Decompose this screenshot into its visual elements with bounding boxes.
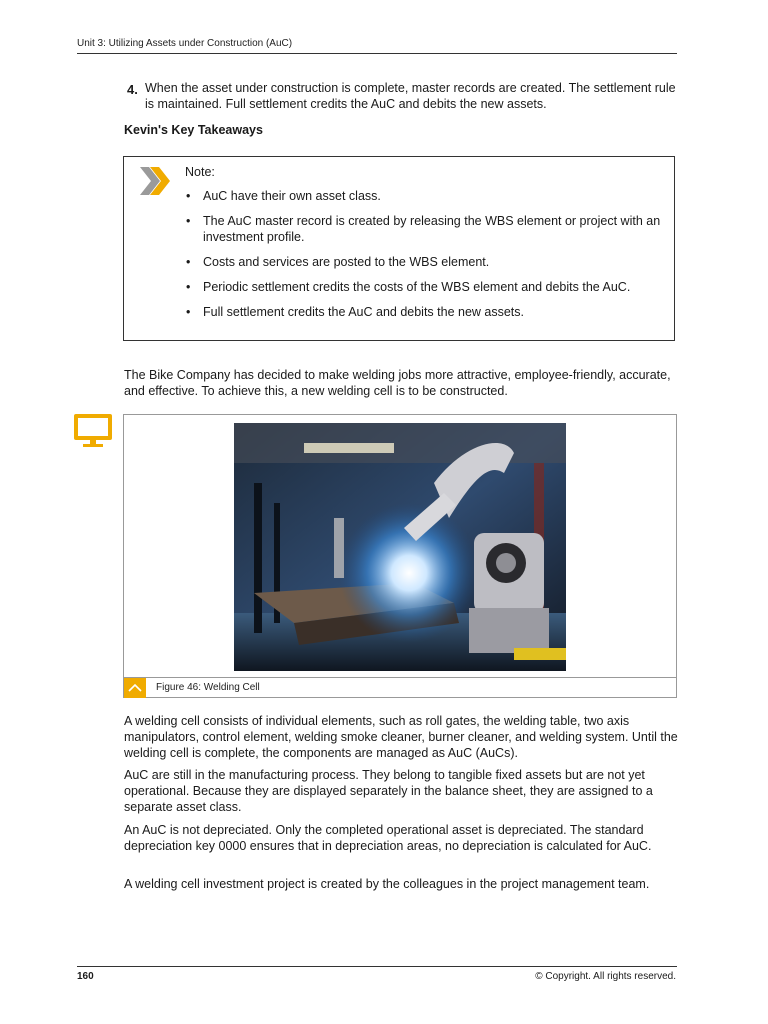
figure — [123, 414, 677, 698]
note-label: Note: — [185, 165, 215, 179]
body-paragraph: An AuC is not depreciated. Only the completed operational asset is depreciated. The standard depreciation key 0000 ensures that in depreciation areas, no depreciation is calculated for AuC. — [124, 823, 652, 853]
body-paragraph: A welding cell investment project is created by the colleagues in the project management team. — [124, 877, 650, 891]
list-item: • Periodic settlement credits the costs of the WBS element and debits the AuC. — [186, 280, 631, 294]
step-text: When the asset under construction is complete, master records are created. The settlement rule is maintained. Full settlement credits the AuC and debits the new assets. — [145, 81, 676, 111]
intro-paragraph: The Bike Company has decided to make welding jobs more attractive, employee-friendly, accurate, and effective. To achieve this, a new welding cell is to be constructed. — [124, 368, 671, 398]
running-header: Unit 3: Utilizing Assets under Construction (AuC) — [77, 38, 293, 49]
step-4 — [127, 80, 677, 112]
note-list — [185, 188, 671, 329]
welding-cell-photo — [234, 423, 566, 671]
step-number: 4. — [127, 82, 138, 97]
monitor-icon — [74, 414, 112, 453]
chevron-double-right-icon — [138, 165, 172, 202]
copyright-notice: © Copyright. All rights reserved. — [535, 971, 676, 982]
footer-divider — [77, 966, 677, 967]
body-paragraph: A welding cell consists of individual elements, such as roll gates, the welding table, two axis manipulators, control element, welding smoke cleaner, burner cleaner, and welding system. Until the welding cell is complete, the components are managed as AuC (AuCs). — [124, 714, 678, 760]
page-number: 160 — [77, 971, 94, 982]
list-item: • Full settlement credits the AuC and debits the new assets. — [186, 305, 525, 319]
body-paragraph: AuC are still in the manufacturing process. They belong to tangible fixed assets but are not yet operational. Because they are displayed separately in the balance sheet, they are assigned to a separate asset class. — [124, 768, 653, 814]
figure-caption-bar — [124, 677, 676, 698]
header-divider — [77, 53, 677, 54]
chevron-up-icon[interactable] — [124, 678, 146, 698]
list-item: • Costs and services are posted to the WBS element. — [186, 255, 490, 269]
takeaways-title: Kevin's Key Takeaways — [124, 123, 263, 137]
list-item: • AuC have their own asset class. — [186, 189, 381, 203]
figure-caption: Figure 46: Welding Cell — [156, 682, 260, 693]
list-item: • The AuC master record is created by releasing the WBS element or project with an investment profile. — [186, 214, 661, 244]
note-box — [123, 156, 675, 341]
